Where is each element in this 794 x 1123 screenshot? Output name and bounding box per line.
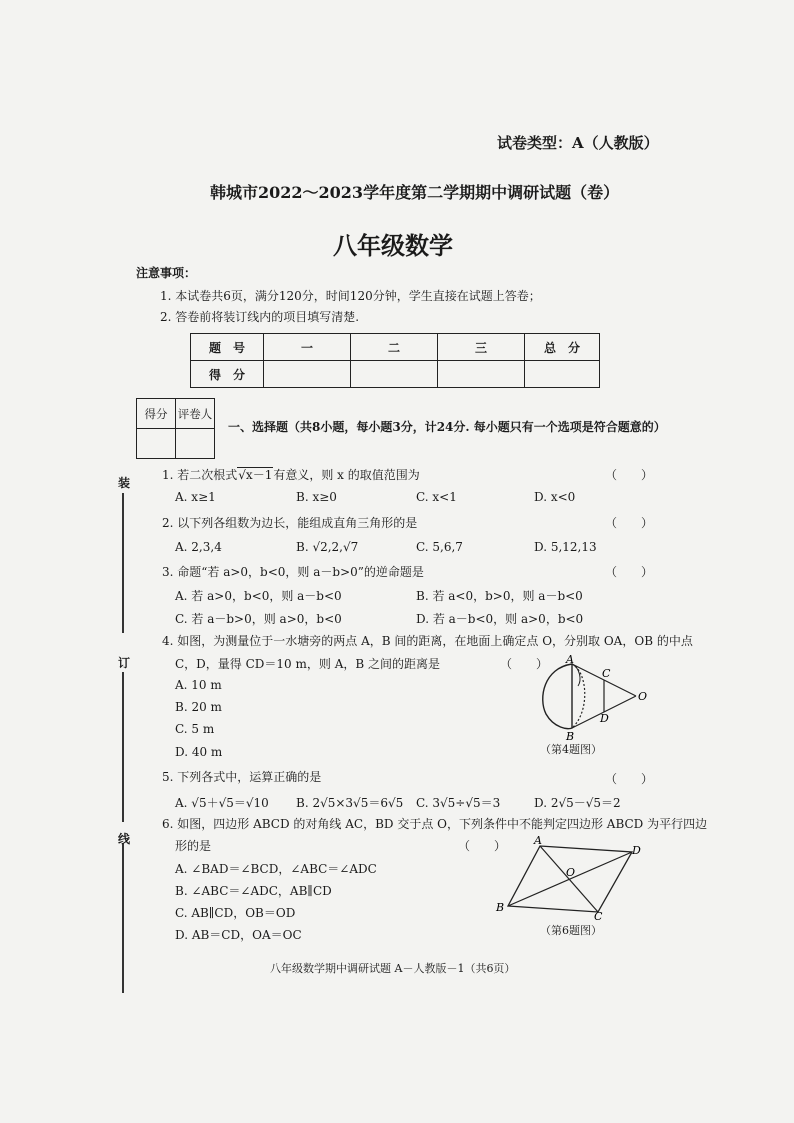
question-4-stem-line1: 4. 如图，为测量位于一水塘旁的两点 A，B 间的距离，在地面上确定点 O，分别取 OA，OB 的中点	[162, 634, 693, 648]
question-3-stem: 3. 命题“若 a>0，b<0，则 a－b>0”的逆命题是	[162, 565, 424, 579]
q3-option-a[interactable]: A. 若 a>0，b<0，则 a－b<0	[175, 589, 342, 603]
question-4-answer-paren[interactable]: （ ）	[500, 657, 549, 671]
fig4-label-a: A	[566, 653, 574, 666]
binding-char: 线	[118, 832, 131, 846]
q3-option-d[interactable]: D. 若 a－b<0，则 a>0，b<0	[416, 612, 584, 626]
note-item-1: 1. 本试卷共6页，满分120分，时间120分钟，学生直接在试题上答卷；	[160, 289, 541, 303]
binding-char: 装	[118, 476, 131, 490]
q2-option-d[interactable]: D. 5,12,13	[534, 540, 597, 554]
score-cell[interactable]	[264, 361, 351, 388]
binding-line-segment	[122, 493, 124, 633]
score-header-cell: 二	[351, 334, 438, 361]
figure-4-pond-diagram	[538, 652, 650, 742]
figure-4-caption: （第4题图）	[540, 743, 602, 756]
question-6-stem-line2: 形的是	[175, 839, 212, 853]
score-header-cell: 总 分	[525, 334, 600, 361]
question-2-stem: 2. 以下列各组数为边长，能组成直角三角形的是	[162, 516, 418, 530]
binding-line-segment	[122, 843, 124, 993]
grader-table	[136, 398, 215, 459]
q2-option-b[interactable]: B. √2,2,√7	[296, 540, 359, 554]
page-footer: 八年级数学期中调研试题 A－人教版－1（共6页）	[270, 962, 516, 975]
q1-option-c[interactable]: C. x<1	[416, 490, 457, 504]
grader-name-label: 评卷人	[176, 399, 215, 429]
fig6-label-a: A	[534, 834, 542, 847]
question-3-answer-paren[interactable]: （ ）	[605, 565, 654, 579]
q6-option-d[interactable]: D. AB＝CD，OA＝OC	[175, 928, 302, 942]
question-2-answer-paren[interactable]: （ ）	[605, 516, 654, 530]
q1-option-b[interactable]: B. x≥0	[296, 490, 337, 504]
q3-option-b[interactable]: B. 若 a<0，b>0，则 a－b<0	[416, 589, 583, 603]
notes-heading: 注意事项：	[136, 266, 197, 280]
q6-option-a[interactable]: A. ∠BAD＝∠BCD，∠ABC＝∠ADC	[175, 862, 377, 876]
binding-line-segment	[122, 672, 124, 822]
exam-title: 韩城市2022～2023学年度第二学期期中调研试题（卷）	[210, 183, 620, 202]
q6-option-b[interactable]: B. ∠ABC＝∠ADC，AB∥CD	[175, 884, 332, 898]
section1-title: 一、选择题（共8小题，每小题3分，计24分. 每小题只有一个选项是符合题意的）	[228, 420, 666, 434]
paper-type: 试卷类型：A（人教版）	[497, 134, 659, 152]
q4-option-b[interactable]: B. 20 m	[175, 700, 222, 714]
question-5-stem: 5. 下列各式中，运算正确的是	[162, 770, 322, 784]
q1-option-a[interactable]: A. x≥1	[175, 490, 216, 504]
score-row-label: 得 分	[191, 361, 264, 388]
q4-option-c[interactable]: C. 5 m	[175, 722, 215, 736]
grader-score-label: 得分	[137, 399, 176, 429]
score-cell[interactable]	[351, 361, 438, 388]
score-cell[interactable]	[438, 361, 525, 388]
grader-name-cell[interactable]	[176, 429, 215, 459]
fig4-label-b: B	[566, 730, 575, 742]
q3-option-c[interactable]: C. 若 a－b>0，则 a>0，b<0	[175, 612, 342, 626]
score-table	[190, 333, 600, 388]
question-6-stem-line1: 6. 如图，四边形 ABCD 的对角线 AC，BD 交于点 O，下列条件中不能判定四边形 ABCD 为平行四边	[162, 817, 708, 831]
fig6-label-d: D	[632, 844, 641, 857]
score-header-cell: 一	[264, 334, 351, 361]
note-item-2: 2. 答卷前将装订线内的项目填写清楚.	[160, 310, 360, 324]
question-5-answer-paren[interactable]: （ ）	[605, 772, 654, 786]
fig4-label-c: C	[602, 667, 611, 680]
q5-option-b[interactable]: B. 2√5×3√5＝6√5	[296, 796, 404, 810]
q5-option-c[interactable]: C. 3√5÷√5＝3	[416, 796, 501, 810]
q2-option-c[interactable]: C. 5,6,7	[416, 540, 463, 554]
question-4-stem-line2: C，D，量得 CD＝10 m，则 A，B 之间的距离是	[175, 657, 440, 671]
question-1-stem: 1. 若二次根式√x－1有意义，则 x 的取值范围为	[162, 468, 420, 482]
score-header-cell: 题 号	[191, 334, 264, 361]
fig6-label-b: B	[496, 901, 505, 914]
fig4-label-o: O	[638, 690, 648, 703]
question-1-answer-paren[interactable]: （ ）	[605, 468, 654, 482]
subject-title: 八年级数学	[333, 232, 453, 260]
grader-score-cell[interactable]	[137, 429, 176, 459]
fig4-label-d: D	[600, 712, 609, 725]
q1-option-d[interactable]: D. x<0	[534, 490, 576, 504]
figure-6-caption: （第6题图）	[540, 924, 602, 937]
q2-option-a[interactable]: A. 2,3,4	[175, 540, 222, 554]
question-6-answer-paren[interactable]: （ ）	[458, 839, 507, 853]
q4-option-a[interactable]: A. 10 m	[175, 678, 222, 692]
score-cell[interactable]	[525, 361, 600, 388]
fig6-label-c: C	[594, 910, 603, 920]
score-header-cell: 三	[438, 334, 525, 361]
figure-6-quadrilateral-diagram	[494, 834, 644, 920]
q5-option-d[interactable]: D. 2√5－√5＝2	[534, 796, 621, 810]
q5-option-a[interactable]: A. √5＋√5＝√10	[175, 796, 269, 810]
q4-option-d[interactable]: D. 40 m	[175, 745, 223, 759]
binding-char: 订	[118, 656, 131, 670]
q6-option-c[interactable]: C. AB∥CD，OB＝OD	[175, 906, 296, 920]
fig6-label-o: O	[566, 866, 576, 879]
